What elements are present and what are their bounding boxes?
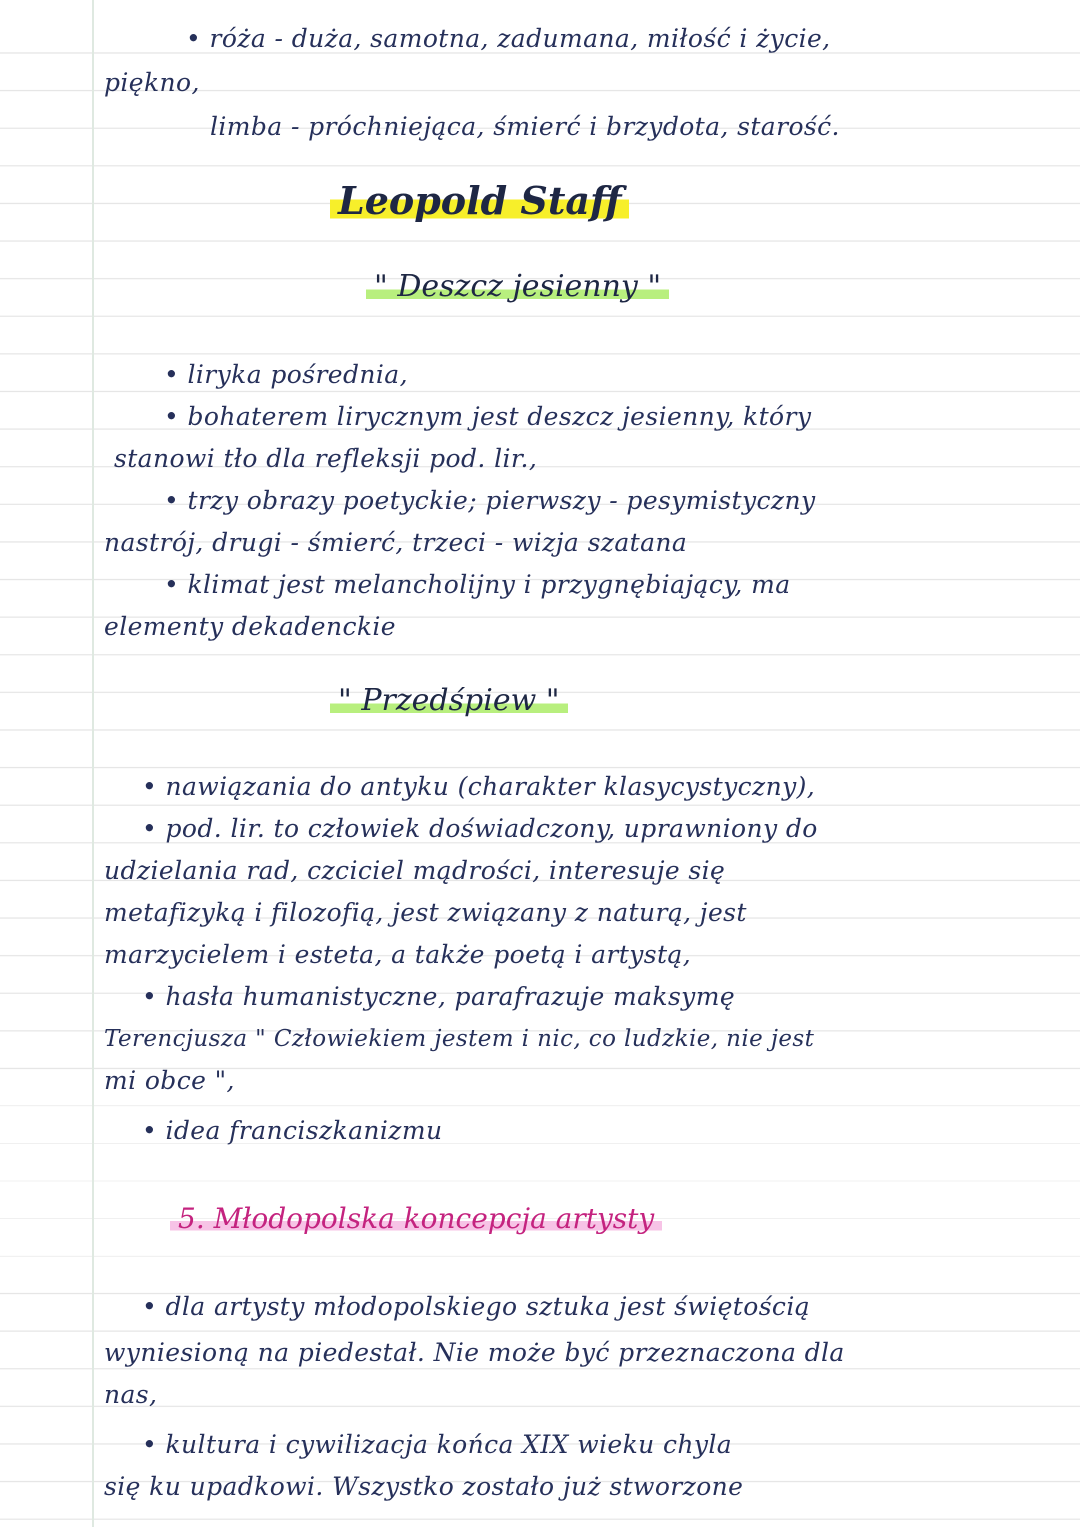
note-line: nastrój, drugi - śmierć, trzeci - wizja szatana xyxy=(104,528,688,557)
note-line: nas, xyxy=(104,1380,158,1409)
note-line: • klimat jest melancholijny i przygnębiający, ma xyxy=(164,570,791,599)
note-line: • nawiązania do antyku (charakter klasycystyczny), xyxy=(142,772,816,801)
note-line: marzycielem i esteta, a także poetą i artystą, xyxy=(104,940,692,969)
author-name: Leopold Staff xyxy=(330,178,629,223)
note-line: metafizyką i filozofią, jest związany z naturą, jest xyxy=(104,898,747,927)
note-line: się ku upadkowi. Wszystko zostało już stworzone xyxy=(104,1472,744,1501)
note-line: piękno, xyxy=(104,68,200,97)
note-line: mi obce ", xyxy=(104,1066,235,1095)
note-line: • idea franciszkanizmu xyxy=(142,1116,443,1145)
note-line: wyniesioną na piedestał. Nie może być przeznaczona dla xyxy=(104,1338,845,1367)
poem-title xyxy=(330,680,568,722)
note-line: udzielania rad, czciciel mądrości, interesuje się xyxy=(104,856,726,885)
note-line: • pod. lir. to człowiek doświadczony, uprawniony do xyxy=(142,814,818,843)
note-line: • liryka pośrednia, xyxy=(164,360,408,389)
poem-title xyxy=(366,266,669,308)
section-5-title: 5. Młodopolska koncepcja artysty xyxy=(170,1202,662,1235)
note-line: stanowi tło dla refleksji pod. lir., xyxy=(114,444,538,473)
note-line: • róża - duża, samotna, zadumana, miłość i życie, xyxy=(186,24,831,53)
poem-title-deszcz-jesienny: " Deszcz jesienny " xyxy=(366,269,669,304)
note-line: • bohaterem lirycznym jest deszcz jesienny, który xyxy=(164,402,812,431)
note-line: Terencjusza " Człowiekiem jestem i nic, co ludzkie, nie jest xyxy=(104,1026,815,1052)
note-line: • dla artysty młodopolskiego sztuka jest świętością xyxy=(142,1292,811,1321)
section-heading xyxy=(170,1198,662,1240)
margin-line xyxy=(92,0,94,1527)
note-line: elementy dekadenckie xyxy=(104,612,396,641)
note-line: • trzy obrazy poetyckie; pierwszy - pesymistyczny xyxy=(164,486,816,515)
note-line: • kultura i cywilizacja końca XIX wieku chyla xyxy=(142,1430,733,1459)
author-heading xyxy=(330,176,629,226)
poem-title-przedspiew: " Przedśpiew " xyxy=(330,683,568,718)
note-line: • hasła humanistyczne, parafrazuje maksymę xyxy=(142,982,736,1011)
note-line: limba - próchniejąca, śmierć i brzydota, starość. xyxy=(210,112,840,141)
